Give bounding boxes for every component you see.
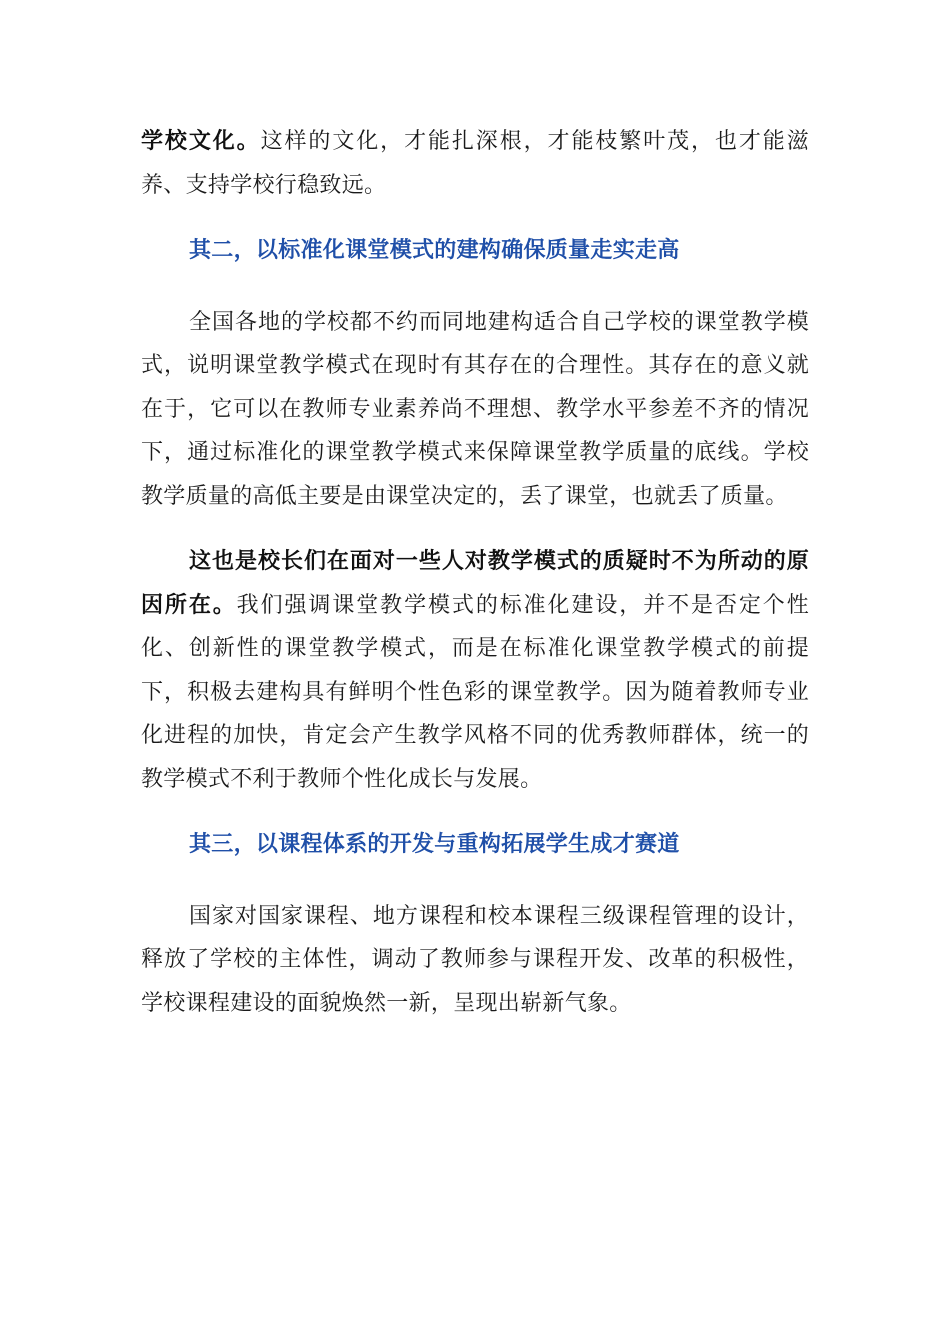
paragraph-text: 这样的文化，才能扎深根，才能枝繁叶茂，也才能滋养、支持学校行稳致远。 xyxy=(141,129,809,198)
paragraph-principals xyxy=(141,540,809,801)
document-body xyxy=(141,120,809,1025)
paragraph-classroom-model: 全国各地的学校都不约而同地建构适合自己学校的课堂教学模式，说明课堂教学模式在现时有其存在的合理性。其存在的意义就在于，它可以在教师专业素养尚不理想、教学水平参差不齐的情况下，通过标准化的课堂教学模式来保障课堂教学质量的底线。学校教学质量的高低主要是由课堂决定的，丢了课堂，也就丢了质量。 xyxy=(141,309,809,509)
paragraph-text: 我们强调课堂教学模式的标准化建设，并不是否定个性化、创新性的课堂教学模式，而是在标准化课堂教学模式的前提下，积极去建构具有鲜明个性色彩的课堂教学。因为随着教师专业化进程的加快，肯定会产生教学风格不同的优秀教师群体，统一的教学模式不利于教师个性化成长与发展。 xyxy=(141,592,810,792)
paragraph-curriculum: 国家对国家课程、地方课程和校本课程三级课程管理的设计，释放了学校的主体性，调动了教师参与课程开发、改革的积极性，学校课程建设的面貌焕然一新，呈现出崭新气象。 xyxy=(141,903,809,1016)
paragraph-lead-bold: 学校文化。 xyxy=(141,129,261,154)
section-heading-two: 其二，以标准化课堂模式的建构确保质量走实走高 xyxy=(189,238,680,263)
paragraph-lead-bold: 这也是校长们在面对一些人对教学模式的质疑时不为所动的原因所在。 xyxy=(141,549,809,618)
section-heading-three: 其三，以课程体系的开发与重构拓展学生成才赛道 xyxy=(189,832,680,857)
paragraph-school-culture xyxy=(141,120,809,207)
